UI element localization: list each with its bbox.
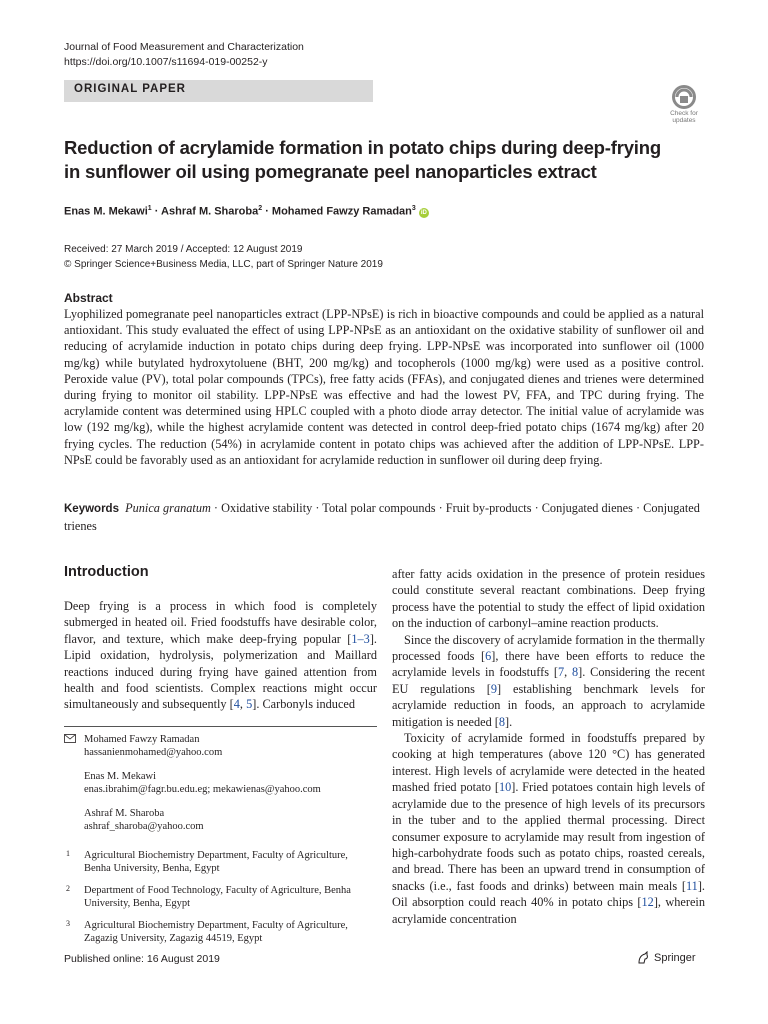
author-separator: · xyxy=(151,205,162,218)
svg-text:updates: updates xyxy=(672,117,696,124)
article-title: Reduction of acrylamide formation in potato chips during deep-frying in sunflower oil using pomegranate peel nanoparticles extract xyxy=(64,137,661,182)
intro-right-column xyxy=(392,566,705,927)
paragraph: Toxicity of acrylamide formed in foodstuffs prepared by cooking at high temperatures (above 120 °C) has generated interest. High levels of acrylamide were detected in the heated mashed fried potato [10]. Fried potatoes contain high levels of acrylamide due to the presence of high levels of its precursors in the tuber and to the applied thermal processing. Direct consumer exposure to acrylamide may result from ingestion of high-carbohydrate foods such as potato chips, roasted cereals, and bread. There has been an upward trend in consumption of snacks (i.e., fast foods and drinks) between main meals [11]. Oil absorption could reach 40% in potato chips [12], wherein acrylamide concentration xyxy=(392,731,705,926)
correspondence-block xyxy=(64,733,377,954)
contact-name: Mohamed Fawzy Ramadan xyxy=(84,734,200,745)
intro-left-column xyxy=(64,598,377,713)
citation-link[interactable]: 1–3 xyxy=(351,631,370,646)
affiliation-entry xyxy=(66,849,377,875)
affiliation-text: Agricultural Biochemistry Department, Faculty of Agriculture, Benha University, Benha, Egypt xyxy=(84,850,348,874)
abstract-heading: Abstract xyxy=(64,291,113,305)
citation-link[interactable]: 11 xyxy=(685,878,698,893)
contact-name: Enas M. Mekawi xyxy=(84,771,157,782)
contact-entry xyxy=(84,733,377,759)
affiliation-text: Department of Food Technology, Faculty of Agriculture, Benha University, Benha, Egypt xyxy=(84,885,351,909)
received-accepted: Received: 27 March 2019 / Accepted: 12 August 2019 xyxy=(64,244,303,255)
contact-email[interactable]: enas.ibrahim@fagr.bu.edu.eg; mekawienas@yahoo.com xyxy=(84,784,321,795)
affiliation-number: 3 xyxy=(66,919,70,928)
affiliation-text: Agricultural Biochemistry Department, Faculty of Agriculture, Zagazig University, Zagazig 44519, Egypt xyxy=(84,920,348,944)
journal-header xyxy=(64,40,304,70)
affiliation-number: 2 xyxy=(66,884,70,893)
contact-name: Ashraf M. Sharoba xyxy=(84,808,165,819)
introduction-heading: Introduction xyxy=(64,564,149,580)
citation-link[interactable]: 6 xyxy=(485,649,492,664)
orcid-icon[interactable]: iD xyxy=(420,209,427,216)
check-for-updates-badge[interactable] xyxy=(664,82,704,124)
springer-horse-icon xyxy=(636,951,650,965)
author-name[interactable]: Enas M. Mekawi xyxy=(64,205,148,218)
citation-link[interactable]: 12 xyxy=(641,895,654,910)
author-affiliation-number: 1 xyxy=(147,205,152,212)
keyword-italic: Punica granatum xyxy=(125,501,211,515)
author-affiliation-number: 3 xyxy=(411,205,416,212)
envelope-icon xyxy=(64,734,76,743)
author-separator: · xyxy=(262,205,272,218)
journal-name: Journal of Food Measurement and Characterization xyxy=(64,41,304,53)
author-affiliation-number: 2 xyxy=(258,205,263,212)
keywords-label: Keywords xyxy=(64,503,119,515)
footnote-divider xyxy=(64,726,377,727)
publisher-logo xyxy=(636,951,696,965)
citation-link[interactable]: 9 xyxy=(490,681,498,696)
article-dates xyxy=(64,242,383,272)
check-updates-icon xyxy=(664,82,704,124)
contact-entry xyxy=(84,807,377,833)
svg-text:Check for: Check for xyxy=(670,110,698,117)
keywords-rest: · Oxidative stability · Total polar compounds · Fruit by-products · Conjugated dienes · Conjugated trienes xyxy=(64,501,700,533)
copyright-line: © Springer Science+Business Media, LLC, part of Springer Nature 2019 xyxy=(64,259,383,270)
author-name[interactable]: Ashraf M. Sharoba xyxy=(161,205,259,218)
abstract-text: Lyophilized pomegranate peel nanoparticles extract (LPP-NPsE) is rich in bioactive compounds and could be applied as a natural antioxidant. This study evaluated the effect of using LPP-NPsE as an antioxidant on the oxidative stability of sunflower oil and reducing of acrylamide induction in potato chips during deep frying. LPP-NPsE was incorporated into sunflower oil (1000 mg/kg) while butylated hydroxytoluene (BHT, 200 mg/kg) and tocopherols (1000 mg/kg) were used as a positive control. Peroxide value (PV), total polar compounds (TPCs), free fatty acids (FFAs), and conjugated dienes and trienes were determined during frying to monitor oil stability. LPP-NPsE was effective and had the lowest PV, FFA, and TPC during frying. The acrylamide content was determined using HPLC coupled with a photo diode array detector. The initial value of acrylamide was low (192 mg/kg), while the highest acrylamide content was detected in control deep-fried potato chips (1674 mg/kg) after 20 frying cycles. The reduction (54%) in acrylamide content in potato chips was achieved after the addition of LPP-NPsE. LPP-NPsE could be favorably used as an antioxidant for acrylamide reduction in sunflower oil during deep frying. xyxy=(64,307,704,467)
citation-link[interactable]: 5 xyxy=(246,697,253,712)
author-list xyxy=(64,205,429,218)
affiliation-number: 1 xyxy=(66,849,70,858)
affiliation-entry xyxy=(66,884,377,910)
contact-email[interactable]: hassanienmohamed@yahoo.com xyxy=(84,747,223,758)
keywords xyxy=(64,500,704,534)
article-type-banner: ORIGINAL PAPER xyxy=(64,80,373,102)
citation-link[interactable]: 8 xyxy=(572,665,579,680)
paragraph: Deep frying is a process in which food is completely submerged in heated oil. Fried foodstuffs have desirable color, flavor, and texture, which make deep-frying popular [1–3]. Lipid oxidation, hydrolysis, polymerization and Maillard reactions induced during frying have gained attention from health and food scientists. Complex reactions might occur simultaneously and subsequently [4, 5]. Carbonyls induced xyxy=(64,599,377,712)
citation-link[interactable]: 10 xyxy=(498,780,512,795)
paragraph: Since the discovery of acrylamide formation in the thermally processed foods [6], there have been efforts to reduce the acrylamide levels in foodstuffs [7, 8]. Considering the recent EU regulations [9] establishing benchmark levels for acrylamide reduction in foods, an approach to acrylamide mitigation is needed [8]. xyxy=(392,632,705,729)
contact-entry xyxy=(84,770,377,796)
citation-link[interactable]: 7 xyxy=(557,665,565,680)
published-online: Published online: 16 August 2019 xyxy=(64,953,220,965)
affiliation-entry xyxy=(66,919,377,945)
contact-email[interactable]: ashraf_sharoba@yahoo.com xyxy=(84,821,204,832)
author-name[interactable]: Mohamed Fawzy Ramadan xyxy=(271,205,412,218)
doi-link[interactable]: https://doi.org/10.1007/s11694-019-00252-y xyxy=(64,56,268,68)
citation-link[interactable]: 8 xyxy=(498,714,506,729)
citation-link[interactable]: 4 xyxy=(233,697,240,712)
publisher-name: Springer xyxy=(654,952,696,964)
paragraph: after fatty acids oxidation in the presence of protein residues could constitute several reactant combinations. Deep frying process have the potential to study the effect of lipid oxidation on the induction of carbonyl–amine reaction products. xyxy=(392,567,705,631)
